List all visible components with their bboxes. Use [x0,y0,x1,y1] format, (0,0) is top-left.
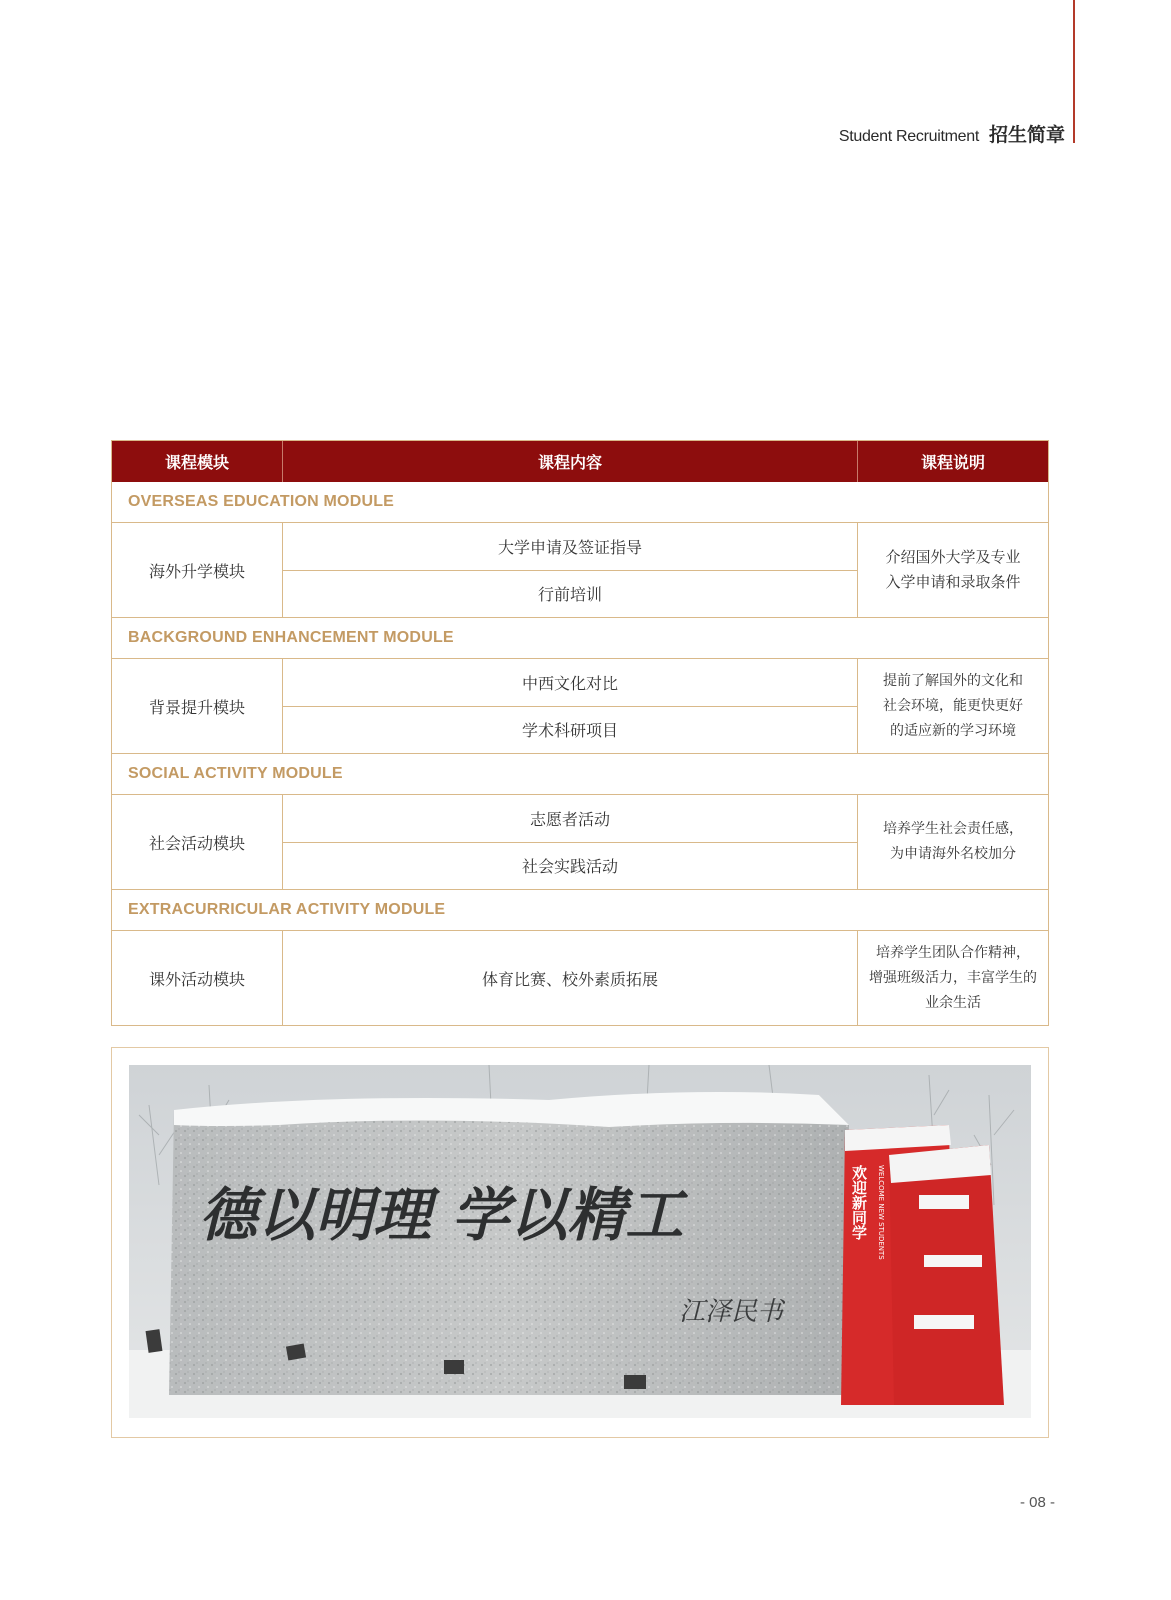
sign-english: WELCOME NEW STUDENTS [877,1165,885,1260]
table-row [112,795,1048,890]
module-description [858,523,1048,617]
module-items [283,795,858,889]
section-title: OVERSEAS EDUCATION MODULE [112,482,1048,523]
module-description [858,659,1048,753]
module-items [283,931,858,1025]
course-item: 社会实践活动 [283,842,857,890]
section-title: SOCIAL ACTIVITY MODULE [112,754,1048,795]
table-row [112,931,1048,1025]
description-line: 业余生活 [925,994,981,1011]
section-title: BACKGROUND ENHANCEMENT MODULE [112,618,1048,659]
column-header-content: 课程内容 [283,441,858,482]
curriculum-table [111,440,1049,1026]
photo-illustration [129,1065,1031,1418]
description-line: 培养学生团队合作精神， [876,944,1030,961]
module-description [858,931,1048,1025]
table-header [112,441,1048,482]
table-row [112,659,1048,754]
sign-chinese: 欢迎新同学 [850,1165,868,1240]
module-items [283,659,858,753]
description-line: 培养学生社会责任感， [883,821,1023,837]
photo-frame [111,1047,1049,1438]
top-rule [1073,0,1075,143]
page-header [839,120,1065,147]
stone-signature: 江泽民书 [679,1297,784,1327]
header-chinese: 招生简章 [988,124,1065,146]
module-name: 课外活动模块 [112,931,283,1025]
course-item: 中西文化对比 [521,673,618,693]
course-item: 学术科研项目 [283,706,857,754]
section-title: EXTRACURRICULAR ACTIVITY MODULE [112,890,1048,931]
table-row [112,523,1048,618]
module-name: 社会活动模块 [112,795,283,889]
page-number: - 08 - [1019,1494,1055,1511]
stone-inscription: 德以明理 学以精工 [199,1181,684,1249]
column-header-module: 课程模块 [112,441,283,482]
description-line: 入学申请和录取条件 [885,573,1021,591]
column-header-description: 课程说明 [920,453,985,472]
description-line: 为申请海外名校加分 [890,846,1016,862]
description-line: 的适应新的学习环境 [890,722,1016,739]
description-line: 社会环境，能更快更好 [883,697,1023,714]
description-line: 介绍国外大学及专业 [885,548,1021,566]
campus-stone-photo [129,1065,1031,1418]
module-description [858,795,1048,889]
module-name: 海外升学模块 [112,523,283,617]
description-line: 增强班级活力，丰富学生的 [869,969,1037,986]
course-item: 大学申请及签证指导 [497,537,642,557]
module-items [283,523,858,617]
description-line: 提前了解国外的文化和 [883,672,1023,689]
course-item: 行前培训 [283,570,857,618]
course-item: 体育比赛、校外素质拓展 [481,969,658,989]
header-english: Student Recruitment [838,128,979,145]
module-name: 背景提升模块 [112,659,283,753]
course-item: 志愿者活动 [529,809,610,829]
